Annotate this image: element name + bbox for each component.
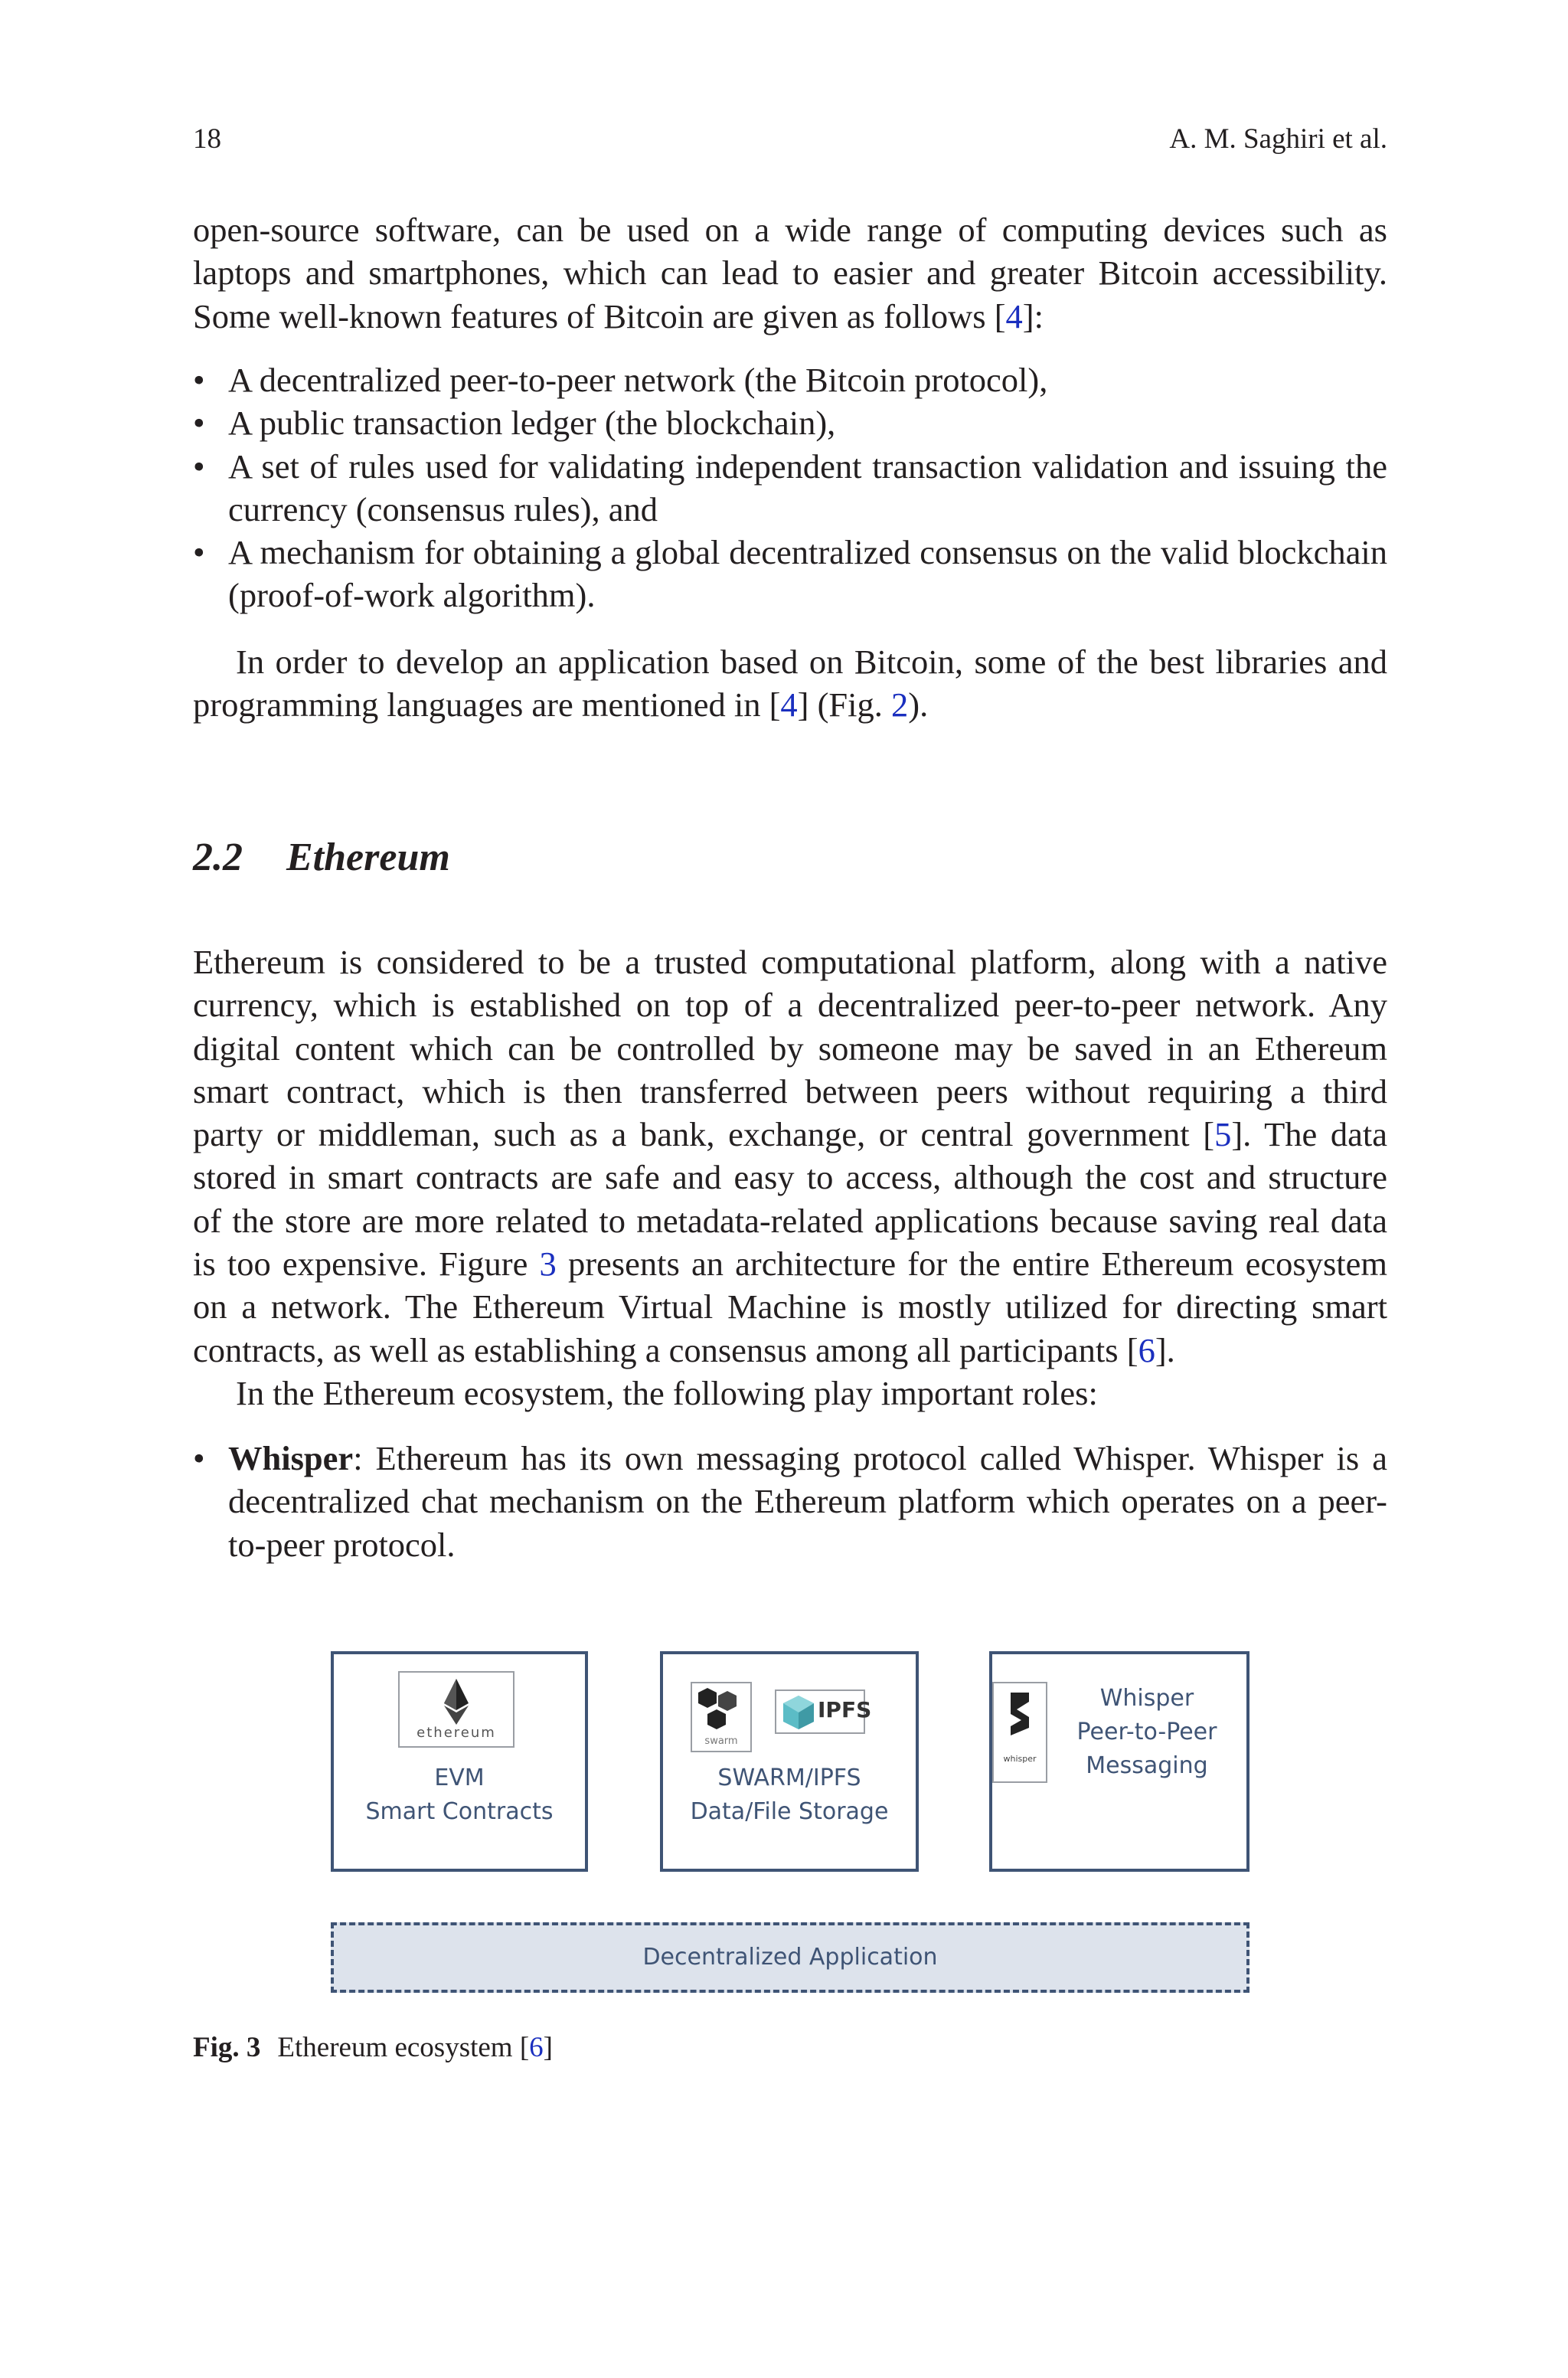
figure-caption: Fig. 3 Ethereum ecosystem [6] — [193, 2032, 553, 2063]
bullet-icon: • — [193, 404, 205, 443]
para-line: of the store are more related to metadata-related applications because saving real data — [193, 1201, 1387, 1240]
para-line: In order to develop an application based on Bitcoin, some of the best libraries and — [236, 643, 1387, 681]
swarm-logo — [691, 1682, 752, 1752]
bullet-icon: • — [193, 446, 205, 486]
bullet-icon: • — [193, 361, 205, 399]
ethereum-paragraph — [193, 940, 1387, 1415]
para-line: digital content which can be controlled by someone may be saved in an Ethereum — [193, 1029, 1387, 1068]
list-item: • Whisper: Ethereum has its own messaging protocol called Whisper. Whisper is a decentralized chat mechanism on the Ethereum platform which operates on a peer-to-peer protocol. — [193, 1437, 1387, 1566]
intro-line: open-source software, can be used on a wide range of computing devices such as — [193, 211, 1387, 249]
ipfs-cube-icon — [779, 1693, 818, 1734]
section-title: Ethereum — [286, 836, 450, 879]
section-heading — [193, 835, 450, 881]
para-line: stored in smart contracts are safe and easy to access, although the cost and structure — [193, 1158, 1387, 1197]
para-line: contracts, as well as establishing a consensus among all participants [6]. — [193, 1330, 1175, 1369]
citation-link[interactable]: 6 — [529, 2032, 544, 2063]
figure-link[interactable]: 3 — [539, 1245, 557, 1284]
whisper-logo-text: whisper — [1003, 1754, 1037, 1764]
storage-label: SWARM/IPFS Data/File Storage — [690, 1765, 889, 1825]
swarm-hexagons-icon — [692, 1683, 750, 1737]
list-item: • A mechanism for obtaining a global decentralized consensus on the valid blockchain (proof-of-work algorithm). — [193, 531, 1387, 617]
role-term: Whisper — [228, 1439, 354, 1477]
libraries-paragraph — [193, 640, 1387, 727]
intro-paragraph — [193, 208, 1387, 338]
evm-label: EVM Smart Contracts — [365, 1765, 554, 1825]
running-head: A. M. Saghiri et al. — [1169, 123, 1387, 155]
whisper-label: Whisper Peer-to-Peer Messaging — [1076, 1685, 1217, 1779]
roles-intro: In the Ethereum ecosystem, the following play important roles: — [236, 1373, 1098, 1412]
para-line: is too expensive. Figure 3 presents an architecture for the entire Ethereum ecosystem — [193, 1245, 1387, 1284]
ethereum-logo-text: ethereum — [416, 1725, 496, 1741]
evm-box — [331, 1651, 588, 1872]
intro-line: Some well-known features of Bitcoin are given as follows [4]: — [193, 296, 1044, 335]
para-line: currency, which is established on top of a decentralized peer-to-peer network. Any — [193, 986, 1387, 1025]
bitcoin-features-list — [193, 358, 1387, 617]
para-line: Ethereum is considered to be a trusted computational platform, along with a native — [193, 943, 1387, 981]
figure-link[interactable]: 2 — [891, 685, 909, 725]
ethereum-logo — [398, 1671, 514, 1748]
page-number: 18 — [193, 123, 221, 155]
section-number: 2.2 — [193, 836, 243, 879]
storage-box — [660, 1651, 919, 1872]
citation-link[interactable]: 6 — [1138, 1330, 1155, 1369]
citation-link[interactable]: 5 — [1214, 1115, 1232, 1154]
citation-link[interactable]: 4 — [780, 685, 798, 725]
whisper-box — [989, 1651, 1250, 1872]
dapp-label: Decentralized Application — [642, 1944, 938, 1971]
bullet-icon: • — [193, 533, 205, 572]
para-line: on a network. The Ethereum Virtual Machine is mostly utilized for directing smart — [193, 1287, 1387, 1326]
whisper-symbol-icon — [994, 1683, 1046, 1745]
roles-list — [193, 1437, 1387, 1566]
ipfs-logo — [775, 1689, 872, 1734]
para-line: party or middleman, such as a bank, exchange, or central government [5]. The data — [193, 1115, 1387, 1154]
whisper-logo — [992, 1682, 1047, 1783]
list-item: • A set of rules used for validating independent transaction validation and issuing the currency (consensus rules), and — [193, 445, 1387, 532]
decentralized-application-bar — [331, 1922, 1250, 1993]
swarm-logo-text: swarm — [704, 1735, 738, 1747]
para-line: smart contract, which is then transferred between peers without requiring a third — [193, 1071, 1387, 1110]
list-item: • A public transaction ledger (the blockchain), — [193, 401, 1387, 444]
caption-label: Fig. 3 — [193, 2032, 261, 2063]
intro-line: laptops and smartphones, which can lead to easier and greater Bitcoin accessibility. — [193, 254, 1387, 293]
list-item: • A decentralized peer-to-peer network (the Bitcoin protocol), — [193, 358, 1387, 401]
ipfs-logo-text: IPFS — [818, 1697, 872, 1722]
citation-link[interactable]: 4 — [1005, 296, 1023, 335]
bullet-icon: • — [193, 1439, 205, 1477]
para-line: programming languages are mentioned in [4] (Fig. 2). — [193, 685, 929, 725]
